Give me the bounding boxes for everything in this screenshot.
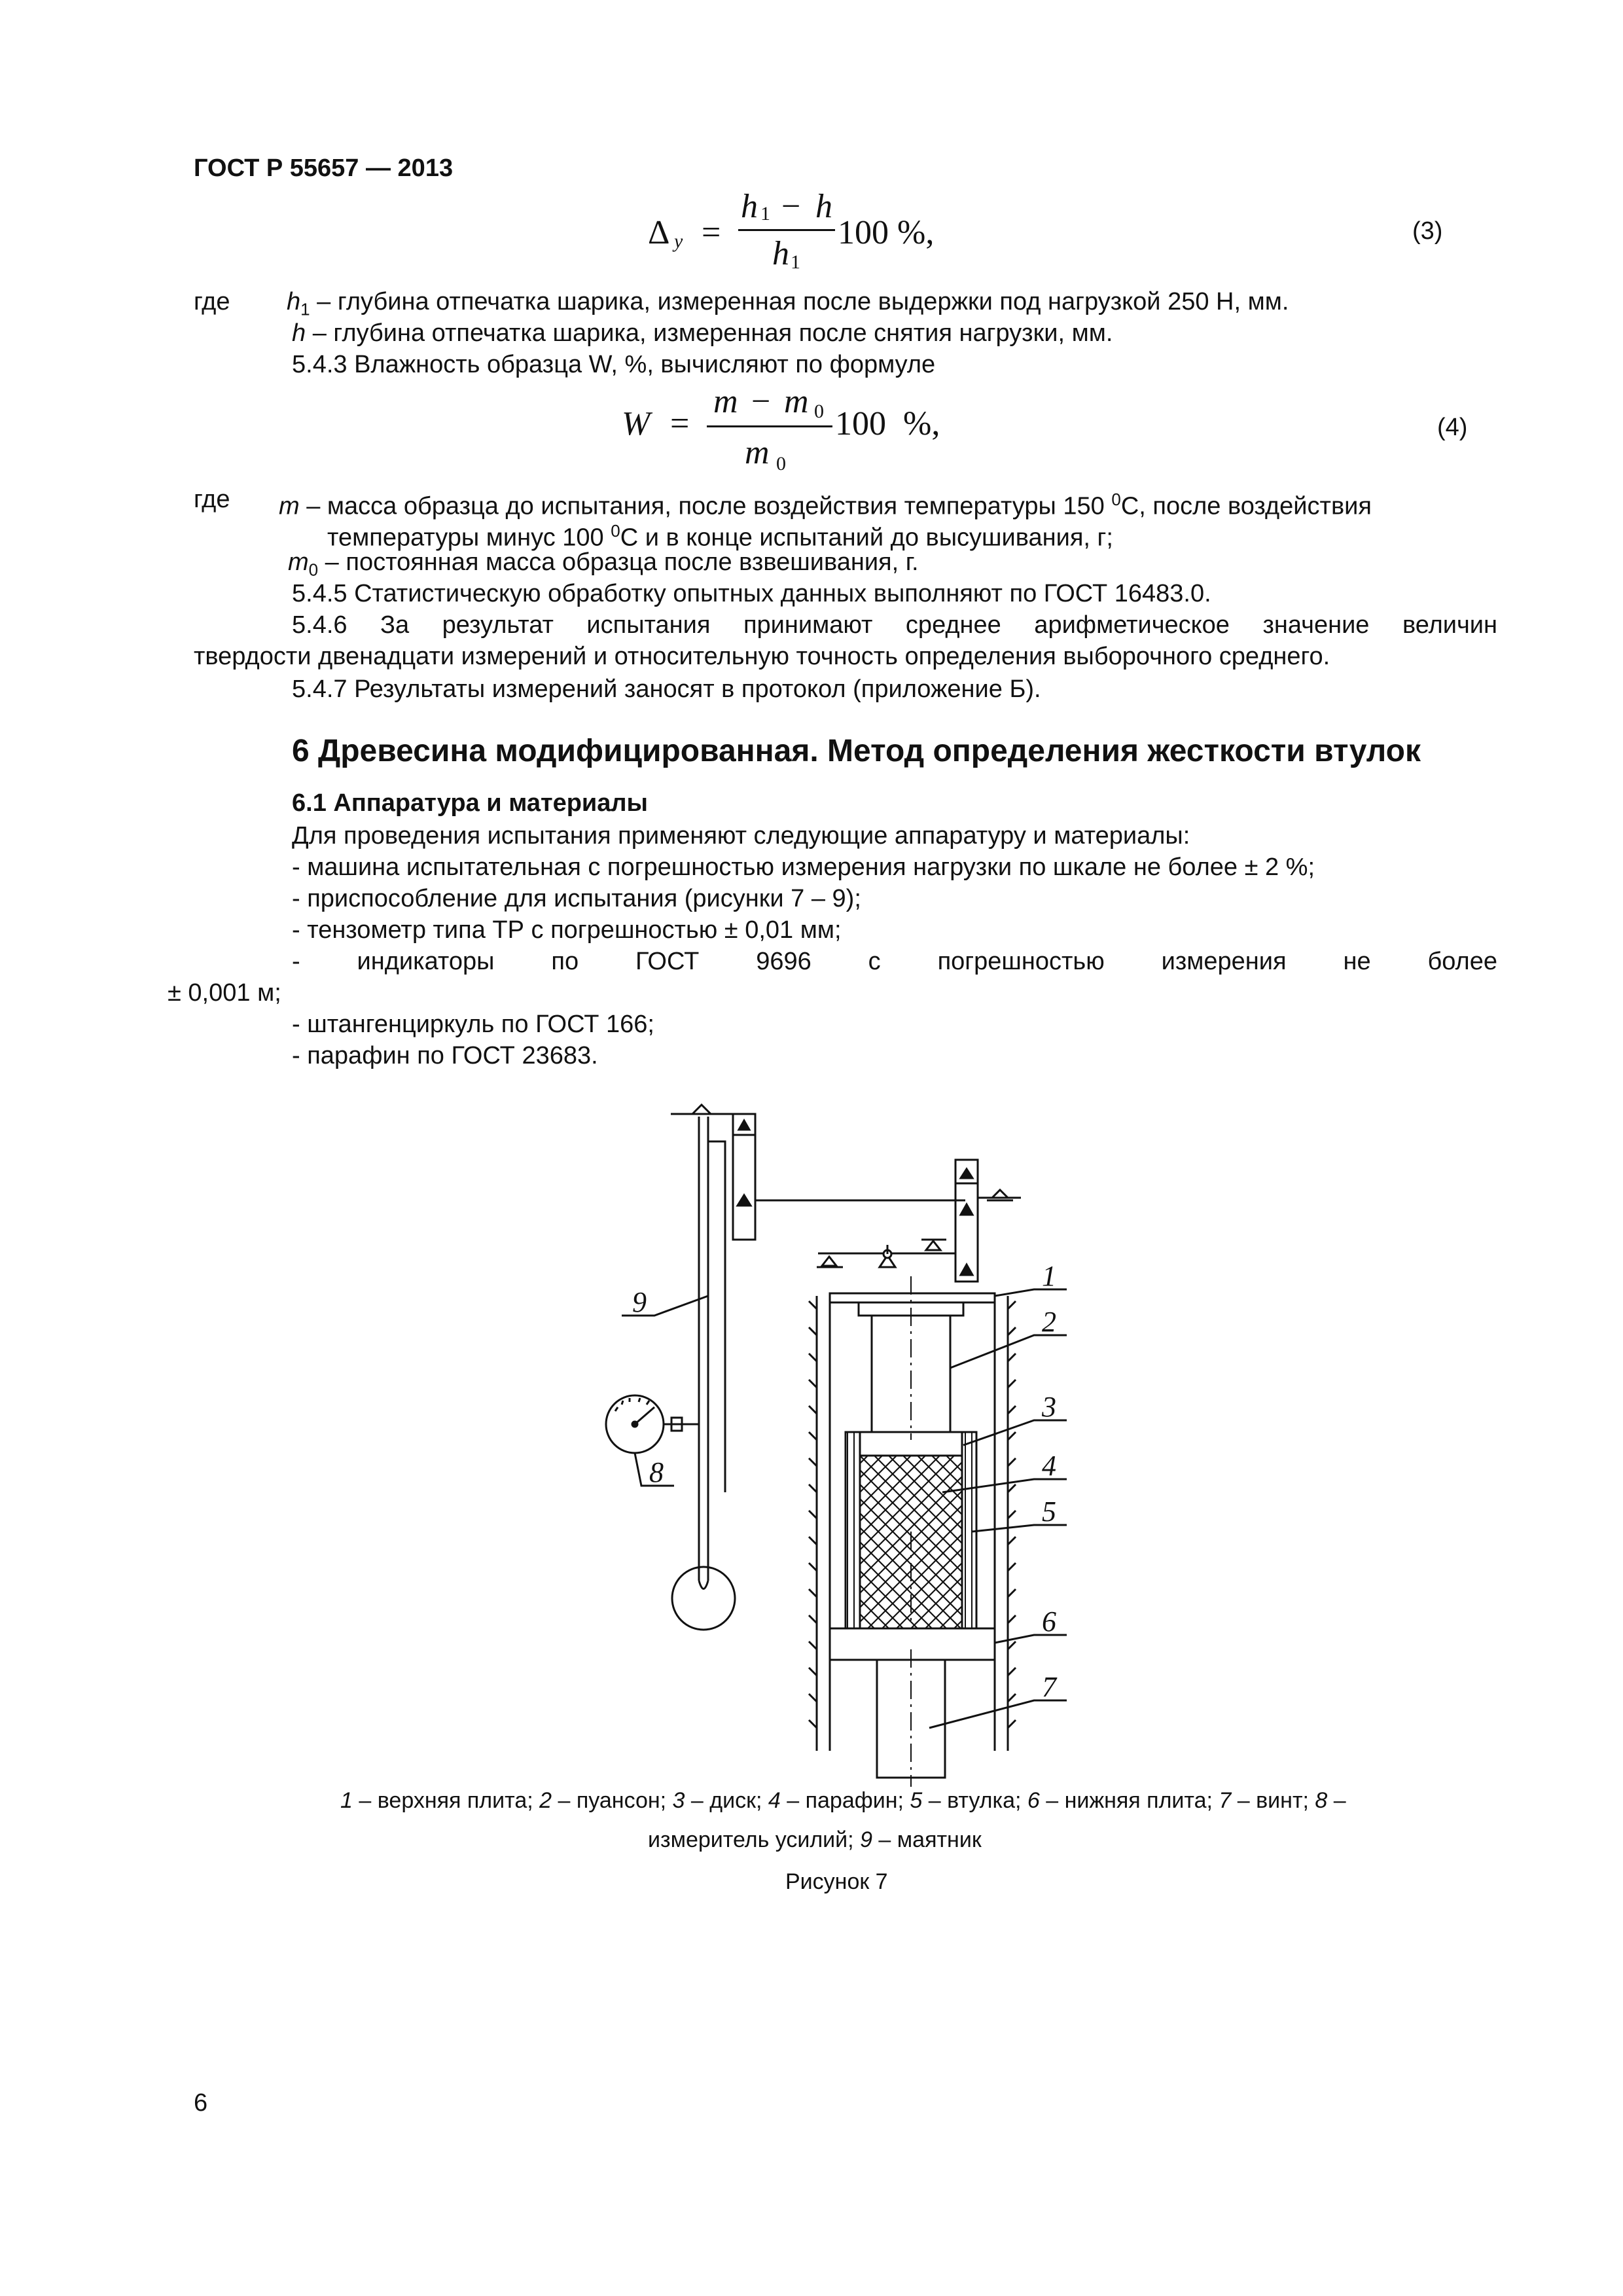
caption-num: 6 <box>1027 1788 1040 1813</box>
section-6-heading: 6 Древесина модифицированная. Метод определения жесткости втулок <box>292 734 1421 768</box>
page-number: 6 <box>194 2089 208 2117</box>
formula3-delta-sub: y <box>674 230 683 252</box>
list-item: - машина испытательная с погрешностью измерения нагрузки по шкале не более ± 2 %; <box>292 853 1315 881</box>
formula4-factor: 100 %, <box>835 405 940 442</box>
formula3-fraction-bar <box>738 229 835 231</box>
paragraph-5-4-5: 5.4.5 Статистическую обработку опытных данных выполняют по ГОСТ 16483.0. <box>292 580 1211 607</box>
pendulum-weight <box>672 1567 735 1630</box>
caption-num: 3 <box>672 1788 685 1813</box>
where2-m-text-end: С, после воздействия <box>1120 492 1372 520</box>
document-header: ГОСТ Р 55657 — 2013 <box>194 154 454 182</box>
where2-m-text: – масса образца до испытания, после воздействия температуры 150 <box>299 492 1112 520</box>
where2-m-sym: m <box>279 492 300 520</box>
formula4-fraction-bar <box>707 425 832 427</box>
paragraph-5-4-7: 5.4.7 Результаты измерений заносят в протокол (приложение Б). <box>292 675 1041 703</box>
list-item: - парафин по ГОСТ 23683. <box>292 1042 598 1069</box>
formula3-delta: Δ <box>648 214 670 251</box>
formula3-num-a: h <box>741 188 758 225</box>
figure-label-1: 1 <box>1042 1260 1056 1292</box>
figure-title: Рисунок 7 <box>785 1869 888 1894</box>
formula4-eq: = <box>670 405 690 442</box>
formula4-num-b: m <box>784 383 809 420</box>
formula3-den: h <box>772 235 789 272</box>
caption-text: – маятник <box>872 1827 982 1852</box>
where1-item-2-text: – глубина отпечатка шарика, измеренная после снятия нагрузки, мм. <box>306 319 1113 347</box>
figure-label-6: 6 <box>1042 1605 1056 1638</box>
caption-num: 4 <box>768 1788 781 1813</box>
where1-item-2-sym: h <box>292 319 306 347</box>
formula4-num-a: m <box>713 383 738 420</box>
figure-label-5: 5 <box>1042 1496 1056 1528</box>
subsection-6-1-intro: Для проведения испытания применяют следующие аппаратуру и материалы: <box>292 822 1190 850</box>
figure-label-3: 3 <box>1042 1391 1056 1423</box>
paragraph-5-4-6-line2: твердости двенадцати измерений и относительную точность определения выборочного среднего. <box>194 643 1330 670</box>
list-item-continuation: ± 0,001 м; <box>168 979 281 1007</box>
caption-num: 7 <box>1219 1788 1232 1813</box>
caption-text: – пуансон; <box>552 1788 673 1813</box>
paragraph-5-4-6-line1: 5.4.6 За результат испытания принимают среднее арифметическое значение величин <box>292 611 1497 639</box>
caption-text: – <box>1327 1788 1346 1813</box>
where-label-1: где <box>194 288 230 315</box>
where2-m0-sub: 0 <box>308 560 319 580</box>
caption-num: 8 <box>1315 1788 1328 1813</box>
list-item: - тензометр типа ТР с погрешностью ± 0,01 мм; <box>292 916 842 944</box>
lower-plate <box>830 1628 995 1660</box>
vertical-guide <box>733 1135 755 1240</box>
figure-label-9: 9 <box>632 1286 647 1318</box>
where1-item-2 <box>292 318 1113 348</box>
pendulum-link <box>708 1141 725 1492</box>
formula3-eq: = <box>702 214 721 251</box>
figure-label-4: 4 <box>1042 1450 1056 1482</box>
pendulum-pivot <box>692 1105 711 1114</box>
list-item: - приспособление для испытания (рисунки 7 – 9); <box>292 885 861 912</box>
caption-text: – верхняя плита; <box>352 1788 540 1813</box>
formula3-number: (3) <box>1412 217 1443 245</box>
caption-text: – диск; <box>685 1788 768 1813</box>
caption-text: – винт; <box>1231 1788 1315 1813</box>
caption-num: 2 <box>539 1788 552 1813</box>
upper-plate <box>830 1293 995 1302</box>
where2-m-line2-a: температуры минус 100 <box>327 524 611 552</box>
paragraph-5-4-3: 5.4.3 Влажность образца W, %, вычисляют по формуле <box>292 351 936 378</box>
formula3-factor: 100 %, <box>838 214 935 251</box>
caption-text: – парафин; <box>780 1788 910 1813</box>
caption-num: 9 <box>860 1827 872 1852</box>
caption-text: – нижняя плита; <box>1039 1788 1219 1813</box>
formula4-number: (4) <box>1437 414 1468 441</box>
figure-7-drawing <box>576 1100 1165 1806</box>
formula3-num-minus: − <box>781 188 801 225</box>
figure-label-2: 2 <box>1042 1306 1056 1338</box>
caption-text: измеритель усилий; <box>648 1827 861 1852</box>
caption-text: – втулка; <box>922 1788 1027 1813</box>
formula4-lhs: W <box>622 405 651 442</box>
where1-item-1-sub: 1 <box>300 299 310 319</box>
formula4-num-b-sub: 0 <box>814 401 824 422</box>
where-label-2: где <box>194 486 230 513</box>
formula4-den: m <box>745 434 770 471</box>
formula3-den-sub: 1 <box>791 251 800 273</box>
where2-m-deg2: 0 <box>611 521 620 541</box>
leader-7 <box>929 1700 1067 1728</box>
figure-label-8: 8 <box>649 1456 664 1488</box>
formula3-num-a-sub: 1 <box>760 203 770 224</box>
where1-item-1-text: – глубина отпечатка шарика, измеренная после выдержки под нагрузкой 250 Н, мм. <box>310 288 1289 315</box>
where1-item-1-sym: h <box>287 288 301 315</box>
list-item: - штангенциркуль по ГОСТ 166; <box>292 1011 654 1038</box>
formula3-num-b: h <box>815 188 832 225</box>
where2-m0-text: – постоянная масса образца после взвешивания, г. <box>318 548 919 576</box>
caption-num: 1 <box>340 1788 353 1813</box>
where2-m-deg: 0 <box>1111 490 1121 509</box>
where2-m-line2-b: С и в конце испытаний до высушивания, г; <box>620 524 1113 552</box>
figure-label-7: 7 <box>1042 1671 1056 1703</box>
figure-caption-line2 <box>648 1826 982 1854</box>
formula4-den-sub: 0 <box>776 453 786 475</box>
list-item: - индикаторы по ГОСТ 9696 с погрешностью измерения не более <box>292 948 1497 975</box>
caption-num: 5 <box>910 1788 923 1813</box>
where2-m0-sym: m <box>288 548 309 576</box>
figure-caption-line1 <box>340 1787 1346 1814</box>
subsection-6-1-heading: 6.1 Аппаратура и материалы <box>292 789 649 817</box>
formula4-num-minus: − <box>751 383 771 420</box>
